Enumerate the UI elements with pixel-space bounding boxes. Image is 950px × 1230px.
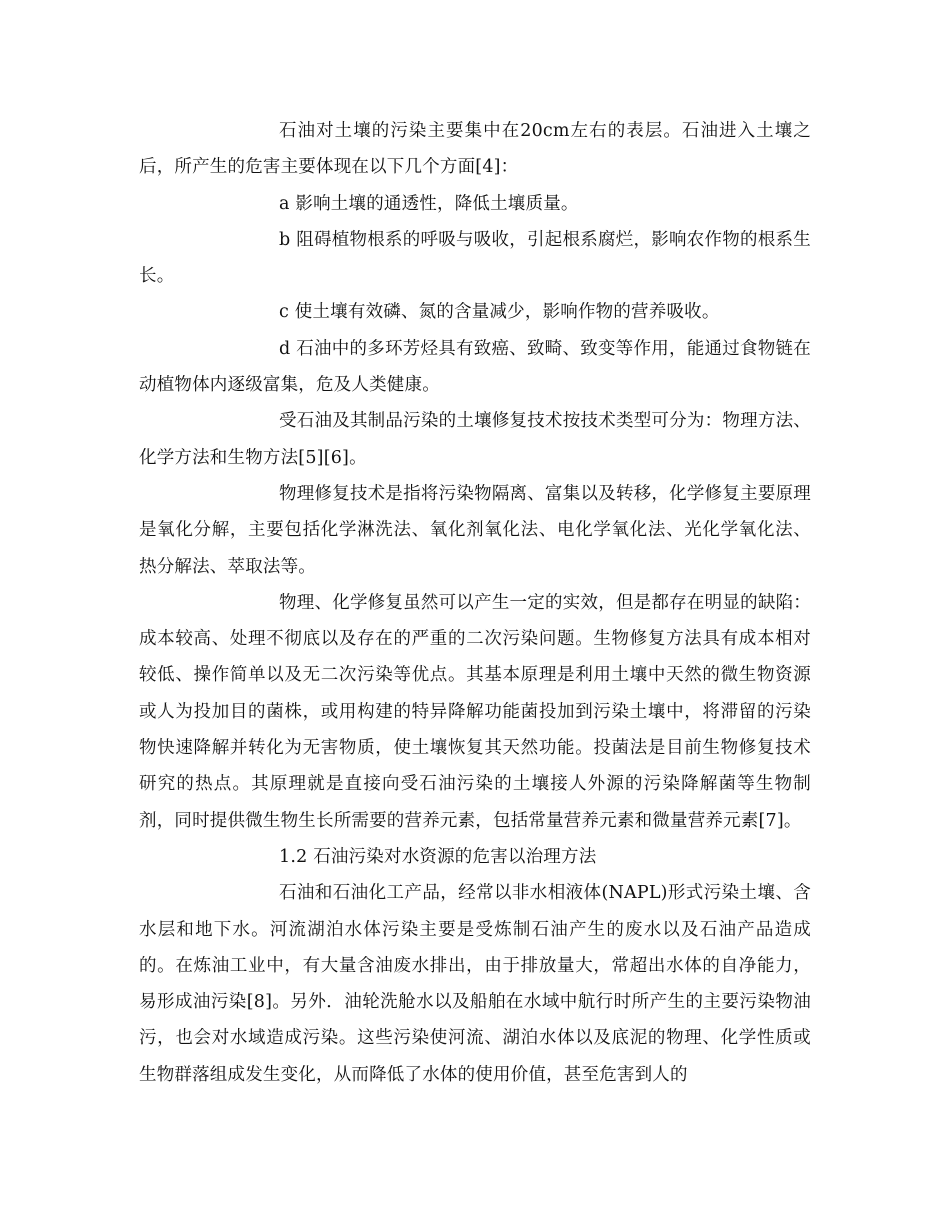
paragraph-soil-pollution-intro: 石油对土壤的污染主要集中在20cm左右的表层。石油进入土壤之后，所产生的危害主要体现在以下几个方面[4]： [139, 121, 811, 178]
list-item-b: b 阻碍植物根系的呼吸与吸收，引起根系腐烂，影响农作物的根系生长。 [139, 229, 811, 287]
paragraph-physical-chemical: 物理修复技术是指将污染物隔离、富集以及转移，化学修复主要原理是氧化分解，主要包括化学淋洗法、氧化剂氧化法、电化学氧化法、光化学氧化法、热分解法、萃取法等。 [139, 483, 811, 577]
list-item-a: a 影响土壤的通透性，降低土壤质量。 [279, 193, 579, 214]
list-item-c: c 使土壤有效磷、氮的含量减少，影响作物的营养吸收。 [279, 302, 720, 323]
paragraph-bioremediation: 物理、化学修复虽然可以产生一定的实效，但是都存在明显的缺陷：成本较高、处理不彻底以及存在的严重的二次污染问题。生物修复方法具有成本相对较低、操作简单以及无二次污染等优点。其基本原理是利用土壤中天然的微生物资源或人为投加目的菌株，或用构建的特异降解功能菌投加到污染土壤中，将滞留的污染物快速降解并转化为无害物质，使土壤恢复其天然功能。投菌法是目前生物修复技术研究的热点。其原理就是直接向受石油污染的土壤接人外源的污染降解菌等生物制剂，同时提供微生物生长所需要的营养元素，包括常量营养元素和微量营养元素[7]。 [139, 592, 811, 831]
document-body [139, 113, 811, 1093]
list-item-d: d 石油中的多环芳烃具有致癌、致畸、致变等作用，能通过食物链在动植物体内逐级富集，危及人类健康。 [139, 338, 811, 396]
section-heading: 1.2 石油污染对水资源的危害以治理方法 [279, 846, 597, 867]
paragraph-remediation-types: 受石油及其制品污染的土壤修复技术按技术类型可分为：物理方法、化学方法和生物方法[5][6]。 [139, 411, 811, 468]
paragraph-water-pollution: 石油和石油化工产品，经常以非水相液体(NAPL)形式污染土壤、含水层和地下水。河流湖泊水体污染主要是受炼制石油产生的废水以及石油产品造成的。在炼油工业中，有大量含油废水排出，由于排放量大，常超出水体的自净能力，易形成油污染[8]。另外．油轮洗舱水以及船舶在水域中航行时所产生的主要污染物油污，也会对水域造成污染。这些污染使河流、湖泊水体以及底泥的物理、化学性质或生物群落组成发生变化，从而降低了水体的使用价值，甚至危害到人的 [139, 883, 811, 1085]
